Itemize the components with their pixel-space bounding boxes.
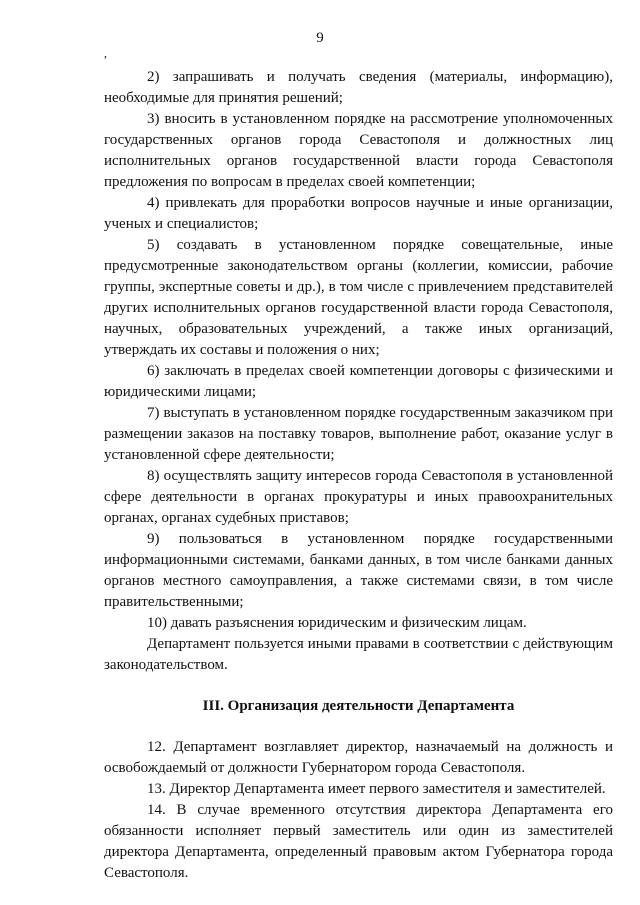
paragraph-14: 14. В случае временного отсутствия директора Департамента его обязанности исполняет первый заместитель или один из заместителей директора Департамента, определенный правовым актом Губернатора города Севастополя. — [104, 802, 613, 881]
paragraph-item-3: 3) вносить в установленном порядке на рассмотрение уполномоченных государственных органов города Севастополя и должностных лиц исполнительных органов государственной власти города Севастополя предложения по вопросам в пределах своей компетенции; — [104, 111, 613, 190]
paragraph-item-8: 8) осуществлять защиту интересов города Севастополя в установленной сфере деятельности в органах прокуратуры и иных правоохранительных органах, органах судебных приставов; — [104, 468, 613, 526]
paragraph-item-5: 5) создавать в установленном порядке совещательные, иные предусмотренные законодательством органы (коллегии, комиссии, рабочие группы, экспертные советы и др.), в том числе с привлечением представителей других исполнительных органов государственной власти города Севастополя, научных, образовательных учреждений, а также иных организаций, утверждать их составы и положения о них; — [104, 237, 613, 358]
paragraph-item-10: 10) давать разъяснения юридическим и физическим лицам. — [147, 615, 527, 631]
paragraph-item-6: 6) заключать в пределах своей компетенции договоры с физическими и юридическими лицами; — [104, 363, 613, 400]
paragraph-item-4: 4) привлекать для проработки вопросов научные и иные организации, ученых и специалистов; — [104, 195, 613, 232]
paragraph-item-2: 2) запрашивать и получать сведения (материалы, информацию), необходимые для принятия решений; — [104, 69, 613, 106]
paragraph-other-rights: Департамент пользуется иными правами в соответствии с действующим законодательством. — [104, 636, 613, 673]
section-heading: III. Организация деятельности Департамента — [202, 698, 515, 714]
document-body — [104, 67, 613, 884]
paragraph-13: 13. Директор Департамента имеет первого заместителя и заместителей. — [147, 781, 606, 797]
paragraph-item-7: 7) выступать в установленном порядке государственным заказчиком при размещении заказов на поставку товаров, выполнение работ, оказание услуг в установленной сфере деятельности; — [104, 405, 613, 463]
paragraph-item-9: 9) пользоваться в установленном порядке государственными информационными системами, банками данных, в том числе банками данных органов местного самоуправления, а также системами связи, в том числе правительственными; — [104, 531, 613, 610]
stray-mark: , — [104, 46, 107, 60]
paragraph-12: 12. Департамент возглавляет директор, назначаемый на должность и освобождаемый от должности Губернатором города Севастополя. — [104, 739, 613, 776]
page-number: 9 — [316, 30, 324, 46]
